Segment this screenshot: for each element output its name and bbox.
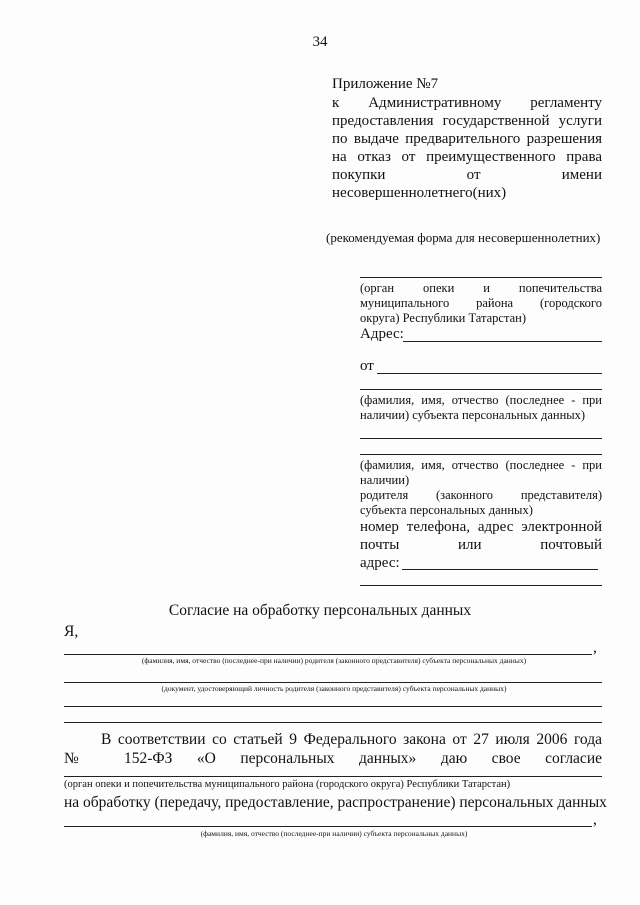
consent-title: Согласие на обработку персональных данных [168, 602, 472, 619]
contact-line-2 [360, 585, 602, 586]
organ-caption-line: муниципального района (городского [360, 296, 602, 310]
contact-line: адрес: [360, 555, 400, 571]
subject-name-line [64, 826, 592, 827]
appendix-line: покупки от имени [332, 167, 602, 183]
paragraph-line: на обработку (передачу, предоставление, распространение) персональных данных [64, 794, 607, 811]
parent-caption [360, 458, 602, 518]
parent-name-caption: (фамилия, имя, отчество (последнее-при наличии) родителя (законного представителя) субъекта персональных данных) [141, 656, 527, 665]
appendix-title: Приложение №7 [332, 76, 439, 92]
organ-line [360, 277, 602, 278]
recommended-form-note: (рекомендуемая форма для несовершеннолетних) [326, 230, 601, 245]
document-line-2 [64, 706, 602, 707]
organ-consent-caption: (орган опеки и попечительства муниципального района (городского округа) Республики Татарстан) [64, 779, 511, 790]
document-line [64, 682, 602, 683]
document-caption: (документ, удостоверяющий личность родителя (законного представителя) субъекта персональных данных) [161, 684, 507, 693]
i-label: Я, [64, 623, 79, 640]
from-label: от [360, 358, 374, 374]
contact-line: номер телефона, адрес электронной [360, 519, 602, 535]
contact-block [360, 518, 602, 572]
parent-name-line [64, 654, 592, 655]
page-number: 34 [312, 34, 328, 50]
parent-caption-line: субъекта персональных данных) [360, 503, 533, 517]
parent-line [360, 438, 602, 439]
appendix-text [332, 94, 602, 202]
processing-line [64, 794, 607, 812]
appendix-line: несовершеннолетнего(них) [332, 185, 507, 201]
organ-caption-line: округа) Республики Татарстан) [360, 311, 526, 325]
address-line [403, 341, 602, 342]
comma: , [593, 811, 597, 828]
organ-caption-line: (орган опеки и попечительства [360, 281, 602, 295]
parent-line-2 [360, 454, 602, 455]
parent-caption-line: (фамилия, имя, отчество (последнее - при [360, 458, 602, 472]
appendix-line: к Административному регламенту [332, 95, 602, 111]
document-line-3 [64, 722, 602, 723]
contact-address-line [402, 569, 598, 570]
appendix-line: предоставления государственной услуги [332, 113, 602, 129]
subject-caption [360, 393, 602, 423]
from-line-2 [360, 389, 602, 390]
organ-caption [360, 281, 602, 326]
paragraph-line: В соответствии со статьей 9 Федерального закона от 27 июля 2006 года [101, 731, 602, 748]
appendix-line: по выдаче предварительного разрешения [332, 131, 602, 147]
parent-caption-line: родителя (законного представителя) [360, 488, 602, 502]
parent-caption-line: наличии) [360, 473, 410, 487]
paragraph-line: № 152-ФЗ «О персональных данных» даю свое согласие [64, 750, 602, 767]
from-line [377, 373, 602, 374]
address-label: Адрес: [360, 326, 404, 342]
comma: , [593, 639, 597, 656]
consent-paragraph [64, 730, 602, 768]
subject-caption-line: наличии) субъекта персональных данных) [360, 408, 586, 422]
appendix-line: на отказ от преимущественного права [332, 149, 602, 165]
subject-caption-line: (фамилия, имя, отчество (последнее - при [360, 393, 602, 407]
organ-consent-line [64, 776, 602, 777]
contact-line: почты или почтовый [360, 537, 602, 553]
subject-name-caption: (фамилия, имя, отчество (последнее-при наличии) субъекта персональных данных) [200, 829, 468, 838]
